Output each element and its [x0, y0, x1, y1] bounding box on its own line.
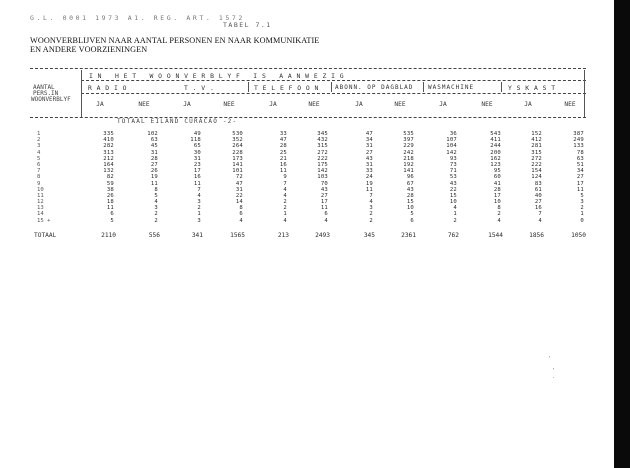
row-label: 4: [37, 149, 41, 156]
table-cell: 173: [232, 155, 243, 162]
row-header-label-3: WOONVERBLYF: [31, 96, 71, 103]
stray-mark: ,: [548, 353, 552, 359]
total-cell: 556: [148, 232, 160, 239]
table-cell: 4: [283, 186, 287, 193]
data-column: [520, 131, 542, 224]
table-cell: 22: [235, 192, 243, 199]
table-cell: 28: [493, 186, 501, 193]
stray-mark: .: [552, 374, 556, 380]
table-cell: 26: [150, 168, 158, 175]
table-cell: 313: [103, 149, 114, 156]
table-cell: 5: [154, 192, 158, 199]
col-divider: [81, 70, 82, 117]
table-cell: 123: [490, 161, 501, 168]
row-label: 2: [37, 137, 41, 144]
table-cell: 103: [317, 174, 328, 181]
table-cell: 1: [453, 211, 457, 218]
table-cell: 11: [320, 205, 328, 212]
subheader-ja: JA: [439, 101, 447, 108]
table-cell: 352: [232, 137, 243, 144]
table-title-line-1: WOONVERBLIJVEN NAAR AANTAL PERSONEN EN NAAR KOMMUNIKATIE: [30, 36, 320, 45]
table-cell: 387: [573, 131, 584, 137]
table-cell: 31: [193, 155, 201, 162]
subheader-ja: JA: [96, 101, 104, 108]
total-cell: 1565: [230, 232, 245, 239]
data-column: [92, 131, 114, 224]
table-cell: 222: [317, 155, 328, 162]
table-cell: 102: [147, 131, 158, 137]
table-cell: 249: [573, 137, 584, 144]
row-label: 5: [37, 155, 41, 162]
table-cell: 7: [283, 180, 287, 187]
table-cell: 28: [150, 155, 158, 162]
table-cell: 133: [573, 143, 584, 150]
table-cell: 228: [232, 149, 243, 156]
table-cell: 36: [449, 131, 457, 137]
table-cell: 21: [279, 155, 287, 162]
row-label: 9: [37, 180, 41, 187]
table-cell: 543: [490, 131, 501, 137]
table-cell: 7: [369, 192, 373, 199]
table-cell: 27: [150, 161, 158, 168]
table-cell: 10: [493, 199, 501, 206]
table-cell: 272: [531, 155, 542, 162]
table-cell: 14: [235, 199, 243, 206]
table-cell: 244: [490, 143, 501, 150]
data-column: [435, 131, 457, 224]
data-column: [306, 131, 328, 224]
table-cell: 22: [449, 186, 457, 193]
table-cell: 63: [150, 137, 158, 144]
table-cell: 3: [154, 205, 158, 212]
table-cell: 3: [197, 217, 201, 224]
data-column: [479, 131, 501, 224]
group-divider: [501, 82, 502, 92]
group-dagblad: ABONN. OP DAGBLAD: [335, 84, 414, 91]
row-labels: [37, 131, 63, 224]
table-cell: 73: [449, 161, 457, 168]
table-cell: 6: [110, 211, 114, 218]
table-cell: 2: [154, 211, 158, 218]
table-cell: 27: [534, 199, 542, 206]
table-cell: 31: [150, 149, 158, 156]
table-cell: 175: [317, 161, 328, 168]
table-cell: 4: [197, 192, 201, 199]
table-cell: 19: [365, 180, 373, 187]
table-cell: 264: [232, 143, 243, 150]
scan-edge: [614, 0, 630, 468]
table-cell: 3: [580, 199, 584, 206]
group-wasmachine: WASMACHINE: [428, 84, 475, 91]
subheader-nee: NEE: [223, 101, 235, 108]
table-cell: 25: [279, 149, 287, 156]
table-cell: 16: [534, 205, 542, 212]
subheader-ja: JA: [269, 101, 277, 108]
table-cell: 335: [103, 131, 114, 137]
table-cell: 72: [235, 174, 243, 181]
table-cell: 2: [283, 205, 287, 212]
table-cell: 65: [193, 143, 201, 150]
table-cell: 397: [403, 137, 414, 144]
table-cell: 4: [239, 217, 243, 224]
table-cell: 60: [493, 174, 501, 181]
table-cell: 43: [406, 186, 414, 193]
table-cell: 154: [531, 168, 542, 175]
table-cell: 31: [365, 143, 373, 150]
table-cell: 67: [406, 180, 414, 187]
table-number: TABEL 7.1: [223, 21, 272, 29]
table-cell: 17: [320, 199, 328, 206]
table-cell: 6: [324, 211, 328, 218]
table-cell: 11: [576, 186, 584, 193]
table-cell: 71: [449, 168, 457, 175]
table-cell: 11: [279, 168, 287, 175]
table-cell: 104: [446, 143, 457, 150]
subheader-nee: NEE: [564, 101, 576, 108]
table-cell: 107: [446, 137, 457, 144]
table-cell: 222: [531, 161, 542, 168]
table-cell: 4: [369, 199, 373, 206]
group-radio: RADIO: [88, 84, 132, 92]
table-cell: 31: [235, 186, 243, 193]
table-cell: 34: [365, 137, 373, 144]
table-cell: 535: [403, 131, 414, 137]
table-cell: 4: [497, 217, 501, 224]
group-tv: T.V.: [184, 84, 219, 92]
total-cell: 1544: [488, 232, 503, 239]
group-top-header: IN HET WOONVERBLYF IS AANWEZIG: [89, 72, 349, 80]
table-cell: 53: [449, 174, 457, 181]
table-cell: 0: [580, 217, 584, 224]
table-cell: 10: [406, 205, 414, 212]
table-cell: 7: [197, 186, 201, 193]
row-label: 12: [37, 199, 44, 206]
table-cell: 95: [493, 168, 501, 175]
table-cell: 101: [232, 168, 243, 175]
table-cell: 47: [235, 180, 243, 187]
table-cell: 78: [576, 149, 584, 156]
table-cell: 43: [449, 180, 457, 187]
data-column: [351, 131, 373, 224]
table-cell: 24: [365, 174, 373, 181]
table-cell: 2: [369, 217, 373, 224]
table-cell: 40: [534, 192, 542, 199]
table-cell: 15: [406, 199, 414, 206]
row-label: 11: [37, 192, 44, 199]
data-column: [136, 131, 158, 224]
table-cell: 1: [283, 211, 287, 218]
total-cell: 762: [447, 232, 459, 239]
table-cell: 229: [403, 143, 414, 150]
table-cell: 141: [232, 161, 243, 168]
row-label: 13: [37, 205, 44, 212]
group-divider: [423, 82, 424, 92]
table-cell: 11: [365, 186, 373, 193]
table-cell: 164: [103, 161, 114, 168]
table-cell: 43: [365, 155, 373, 162]
table-cell: 3: [197, 199, 201, 206]
row-label: 14: [37, 211, 44, 218]
table-cell: 212: [103, 155, 114, 162]
row-label: 3: [37, 143, 41, 150]
table-cell: 411: [490, 137, 501, 144]
table-cell: 30: [193, 149, 201, 156]
table-cell: 6: [410, 217, 414, 224]
table-cell: 4: [453, 205, 457, 212]
table-cell: 2: [154, 217, 158, 224]
table-cell: 282: [103, 143, 114, 150]
table-cell: 96: [406, 174, 414, 181]
subheader-ja: JA: [183, 101, 191, 108]
table-cell: 4: [324, 217, 328, 224]
subheader-ja: JA: [355, 101, 363, 108]
table-cell: 11: [150, 180, 158, 187]
table-cell: 11: [106, 205, 114, 212]
table-cell: 8: [497, 205, 501, 212]
table-cell: 5: [410, 211, 414, 218]
row-label: 8: [37, 174, 41, 181]
table-cell: 82: [106, 174, 114, 181]
table-cell: 141: [403, 168, 414, 175]
data-column: [562, 131, 584, 224]
table-cell: 33: [279, 131, 287, 137]
data-column: [221, 131, 243, 224]
table-cell: 19: [150, 174, 158, 181]
table-cell: 2: [369, 211, 373, 218]
table-cell: 26: [106, 192, 114, 199]
group-yskast: YSKAST: [508, 84, 560, 92]
table-cell: 4: [154, 199, 158, 206]
table-cell: 242: [403, 149, 414, 156]
total-cell: 1856: [529, 232, 544, 239]
table-cell: 18: [106, 199, 114, 206]
table-cell: 345: [317, 131, 328, 137]
subheader-ja: JA: [524, 101, 532, 108]
table-cell: 1: [580, 211, 584, 218]
table-cell: 192: [403, 161, 414, 168]
totals-label: TOTAAL: [34, 232, 57, 239]
table-cell: 33: [365, 168, 373, 175]
subheader-nee: NEE: [308, 101, 320, 108]
total-cell: 2361: [401, 232, 416, 239]
table-cell: 47: [365, 131, 373, 137]
table-cell: 27: [320, 192, 328, 199]
table-cell: 162: [490, 155, 501, 162]
table-cell: 15: [449, 192, 457, 199]
table-cell: 17: [576, 180, 584, 187]
table-cell: 218: [403, 155, 414, 162]
group-divider: [331, 82, 332, 92]
total-cell: 345: [363, 232, 375, 239]
table-cell: 28: [279, 143, 287, 150]
table-cell: 9: [283, 174, 287, 181]
table-cell: 2: [497, 211, 501, 218]
table-cell: 272: [317, 149, 328, 156]
table-cell: 4: [283, 192, 287, 199]
col-divider: [584, 70, 585, 117]
table-cell: 31: [365, 161, 373, 168]
table-cell: 132: [103, 168, 114, 175]
table-cell: 410: [103, 137, 114, 144]
table-cell: 530: [232, 131, 243, 137]
rule-header-bottom: [30, 117, 586, 118]
table-cell: 27: [576, 174, 584, 181]
table-cell: 118: [190, 137, 201, 144]
table-cell: 38: [106, 186, 114, 193]
table-cell: 16: [193, 174, 201, 181]
rule-group-sub: [81, 80, 586, 81]
table-cell: 63: [576, 155, 584, 162]
table-cell: 59: [106, 180, 114, 187]
table-cell: 70: [320, 180, 328, 187]
row-label: 6: [37, 161, 41, 168]
table-cell: 27: [365, 149, 373, 156]
table-cell: 142: [446, 149, 457, 156]
table-cell: 1: [197, 211, 201, 218]
table-cell: 16: [279, 161, 287, 168]
table-cell: 3: [369, 205, 373, 212]
table-cell: 49: [193, 131, 201, 137]
stray-mark: ,: [552, 365, 556, 371]
total-cell: 213: [277, 232, 289, 239]
table-cell: 2: [283, 199, 287, 206]
table-cell: 5: [580, 192, 584, 199]
table-cell: 41: [493, 180, 501, 187]
table-cell: 4: [283, 217, 287, 224]
faint-reference-line: G.L. 0001 1973 A1. REG. ART. 1572: [30, 14, 245, 22]
table-cell: 45: [150, 143, 158, 150]
table-cell: 6: [239, 211, 243, 218]
section-label: TOTAAL EILAND CURACAO -2-: [117, 118, 238, 125]
table-cell: 47: [279, 137, 287, 144]
table-cell: 124: [531, 174, 542, 181]
table-cell: 83: [534, 180, 542, 187]
rule-top: [30, 68, 586, 69]
row-header-label-1: AANTAL: [33, 84, 55, 91]
group-divider: [248, 82, 249, 92]
table-cell: 432: [317, 137, 328, 144]
table-cell: 2: [197, 205, 201, 212]
table-cell: 8: [154, 186, 158, 193]
table-cell: 10: [449, 199, 457, 206]
table-cell: 28: [406, 192, 414, 199]
table-cell: 11: [193, 180, 201, 187]
table-cell: 93: [449, 155, 457, 162]
table-cell: 142: [317, 168, 328, 175]
row-label: 7: [37, 168, 41, 175]
total-cell: 1050: [571, 232, 586, 239]
table-cell: 17: [493, 192, 501, 199]
subheader-nee: NEE: [394, 101, 406, 108]
total-cell: 341: [191, 232, 203, 239]
table-title-line-2: EN ANDERE VOORZIENINGEN: [30, 45, 148, 54]
table-cell: 2: [580, 205, 584, 212]
table-cell: 200: [490, 149, 501, 156]
table-cell: 34: [576, 168, 584, 175]
row-label: 10: [37, 186, 44, 193]
table-cell: 43: [320, 186, 328, 193]
table-cell: 51: [576, 161, 584, 168]
subheader-nee: NEE: [138, 101, 150, 108]
table-cell: 315: [317, 143, 328, 150]
table-cell: 281: [531, 143, 542, 150]
table-cell: 152: [531, 131, 542, 137]
table-cell: 2: [453, 217, 457, 224]
row-label: 15 +: [37, 217, 51, 224]
row-header-label-2: PERS.IN: [33, 90, 59, 97]
table-cell: 7: [538, 211, 542, 218]
data-column: [179, 131, 201, 224]
total-cell: 2493: [315, 232, 330, 239]
table-cell: 315: [531, 149, 542, 156]
rule-subheader-top: [81, 93, 586, 94]
subheader-nee: NEE: [481, 101, 493, 108]
table-cell: 61: [534, 186, 542, 193]
group-telefoon: TELEFOON: [254, 84, 324, 92]
row-label: 1: [37, 131, 41, 137]
data-column: [392, 131, 414, 224]
table-cell: 8: [239, 205, 243, 212]
table-cell: 4: [538, 217, 542, 224]
table-cell: 5: [110, 217, 114, 224]
data-column: [265, 131, 287, 224]
table-cell: 17: [193, 168, 201, 175]
total-cell: 2110: [101, 232, 116, 239]
table-cell: 23: [193, 161, 201, 168]
table-cell: 412: [531, 137, 542, 144]
